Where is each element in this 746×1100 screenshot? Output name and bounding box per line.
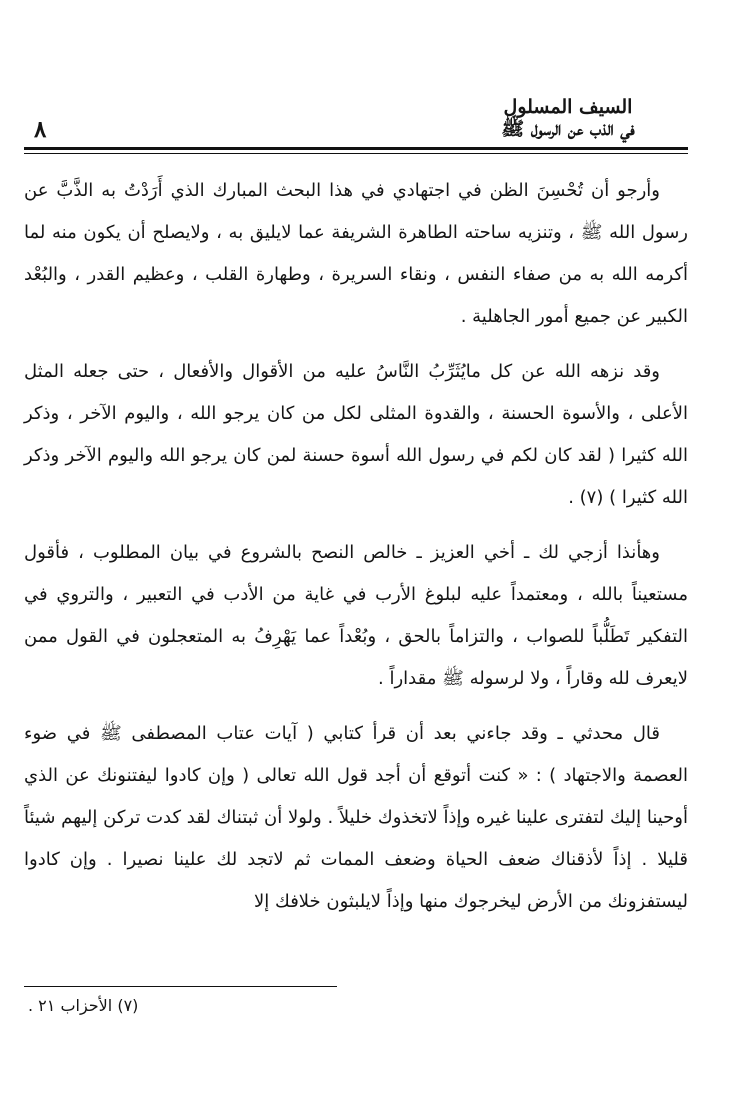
- paragraph: وقد نزهه الله عن كل مايُثَرِّبُ النَّاسُ عليه من الأقوال والأفعال ، حتى جعله المثل الأعلى ، والأسوة الحسنة ، والقدوة المثلى لكل من كان يرجو الله ، واليوم الآخر ، وذكر الله كثيرا ( لقد كان لكم في رسول الله أسوة حسنة لمن كان يرجو الله واليوم الآخر وذكر الله كثيرا ) (٧) .: [24, 361, 688, 508]
- page-header: [24, 96, 688, 156]
- header-rule-thick: [24, 147, 688, 150]
- footnote-divider: [24, 986, 337, 987]
- paragraph: وأرجو أن تُحْسِنَ الظن في اجتهادي في هذا البحث المبارك الذي أَرَدْتُ به الذَّبَّ عن رسول الله ﷺ ، وتنزيه ساحته الطاهرة الشريفة عما لايليق به ، ولايصلح أن يكون منه لما أكرمه الله به من صفاء النفس ، ونقاء السريرة ، وطهارة القلب ، وعظيم القدر ، والبُعْد الكبير عن جميع أمور الجاهلية .: [24, 180, 688, 327]
- page-number: ٨: [34, 116, 47, 143]
- paragraph: وهأنذا أزجي لك ـ أخي العزيز ـ خالص النصح بالشروع في بيان المطلوب ، فأقول مستعيناً بالله ، ومعتمداً عليه لبلوغ الأرب في غاية من الأدب في التعبير ، والتروي في التفكير تَطَلُّباً للصواب ، والتزاماً بالحق ، وبُعْداً عما يَهْرِفُ به المتعجلون في القول ممن لايعرف لله وقاراً ، ولا لرسوله ﷺ مقداراً .: [24, 542, 688, 689]
- running-title: [448, 96, 688, 140]
- footnote: (٧) الأحزاب ٢١ .: [28, 996, 139, 1015]
- paragraph: قال محدثي ـ وقد جاءني بعد أن قرأ كتابي ( آيات عتاب المصطفى ﷺ في ضوء العصمة والاجتهاد ) : « كنت أتوقع أن أجد قول الله تعالى ( وإن كادوا ليفتنونك عن الذي أوحينا إليك لتفترى علينا غيره وإذاً لاتخذوك خليلاً . ولولا أن ثبتناك لقد كدت تركن إليهم شيئاً قليلا . إذاً لأذقناك ضعف الحياة وضعف الممات ثم لاتجد لك علينا نصيرا . وإن كادوا ليستفزونك من الأرض ليخرجوك منها وإذاً لايلبثون خلافك إلا: [24, 723, 688, 912]
- running-title-line-1: السيف المسلول: [503, 96, 633, 118]
- main-text: [24, 170, 688, 933]
- running-title-line-2: في الذب عن الرسول ﷺ: [501, 118, 635, 140]
- header-rule-thin: [24, 153, 688, 154]
